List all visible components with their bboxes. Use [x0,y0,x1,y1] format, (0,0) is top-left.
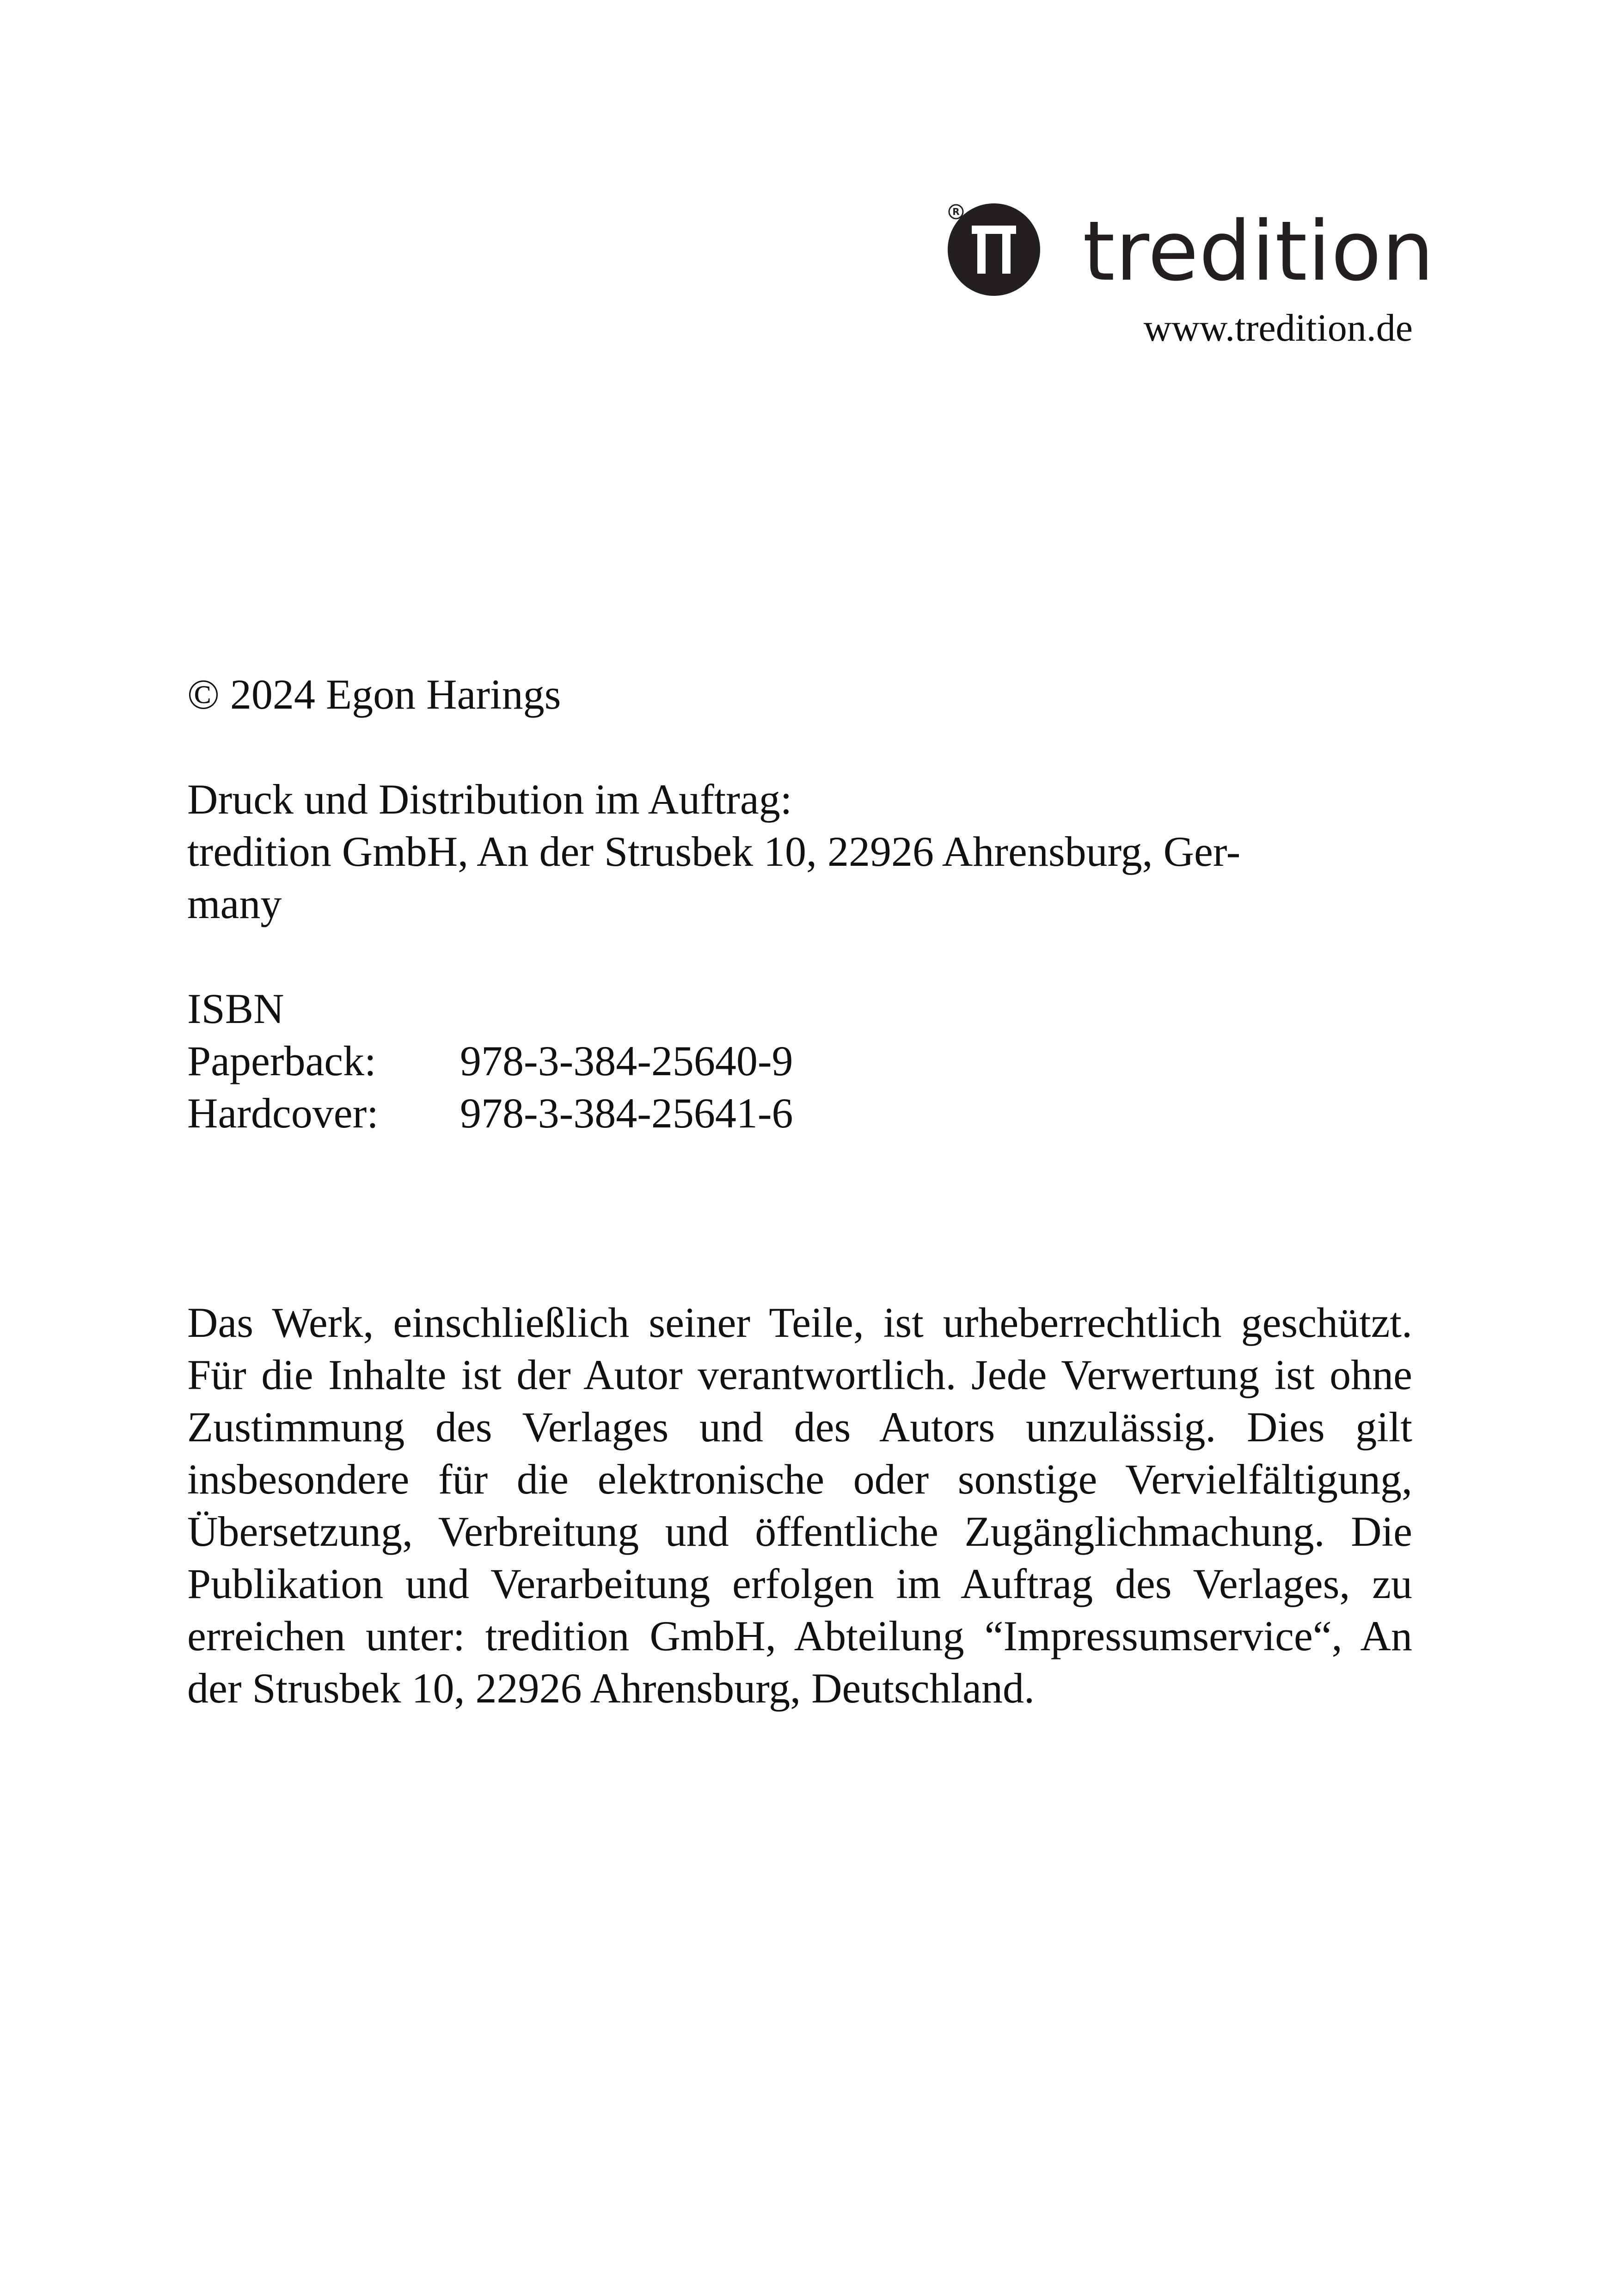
printing-info [187,773,1412,930]
printing-line-2: tredition GmbH, An der Strusbek 10, 22926 Ahrensburg, Ger- [187,828,1241,875]
isbn-row-hardcover [187,1087,1412,1139]
publisher-website[interactable]: www.tredition.de [1143,306,1413,349]
isbn-heading: ISBN [187,985,284,1032]
legal-notice: Das Werk, einschließlich seiner Teile, ist urheberrechtlich geschützt. Für die Inhalte ist der Autor verantwortlich. Jede Verwertung ist ohne Zustimmung des Verlages und des Autors unzulässig. Dies gilt insbesondere für die elektronische oder sonstige Vervielfältigung, Übersetzung, Verbreitung und öffentliche Zugänglichmachung. Die Publikation und Verarbeitung erfolgen im Auftrag des Verlages, zu erreichen unter: tredition GmbH, Abteilung “Impressumservice“, An der Strusbek 10, 22926 Ahrensburg, Deutschland. [187,1299,1412,1712]
publisher-logo [948,203,1434,305]
svg-text:R: R [952,206,960,217]
printing-line-1: Druck und Distribution im Auftrag: [187,776,792,823]
isbn-label: Hardcover: [187,1090,379,1137]
isbn-label: Paperback: [187,1037,376,1084]
isbn-value: 978-3-384-25640-9 [460,1037,793,1084]
isbn-value: 978-3-384-25641-6 [460,1090,793,1137]
isbn-block [187,983,1412,1139]
copyright-notice: © 2024 Egon Harings [187,671,561,718]
isbn-row-paperback [187,1035,1412,1087]
publisher-wordmark: tredition [1083,203,1434,299]
printing-line-3: many [187,880,282,927]
registered-trademark-icon [948,203,964,220]
